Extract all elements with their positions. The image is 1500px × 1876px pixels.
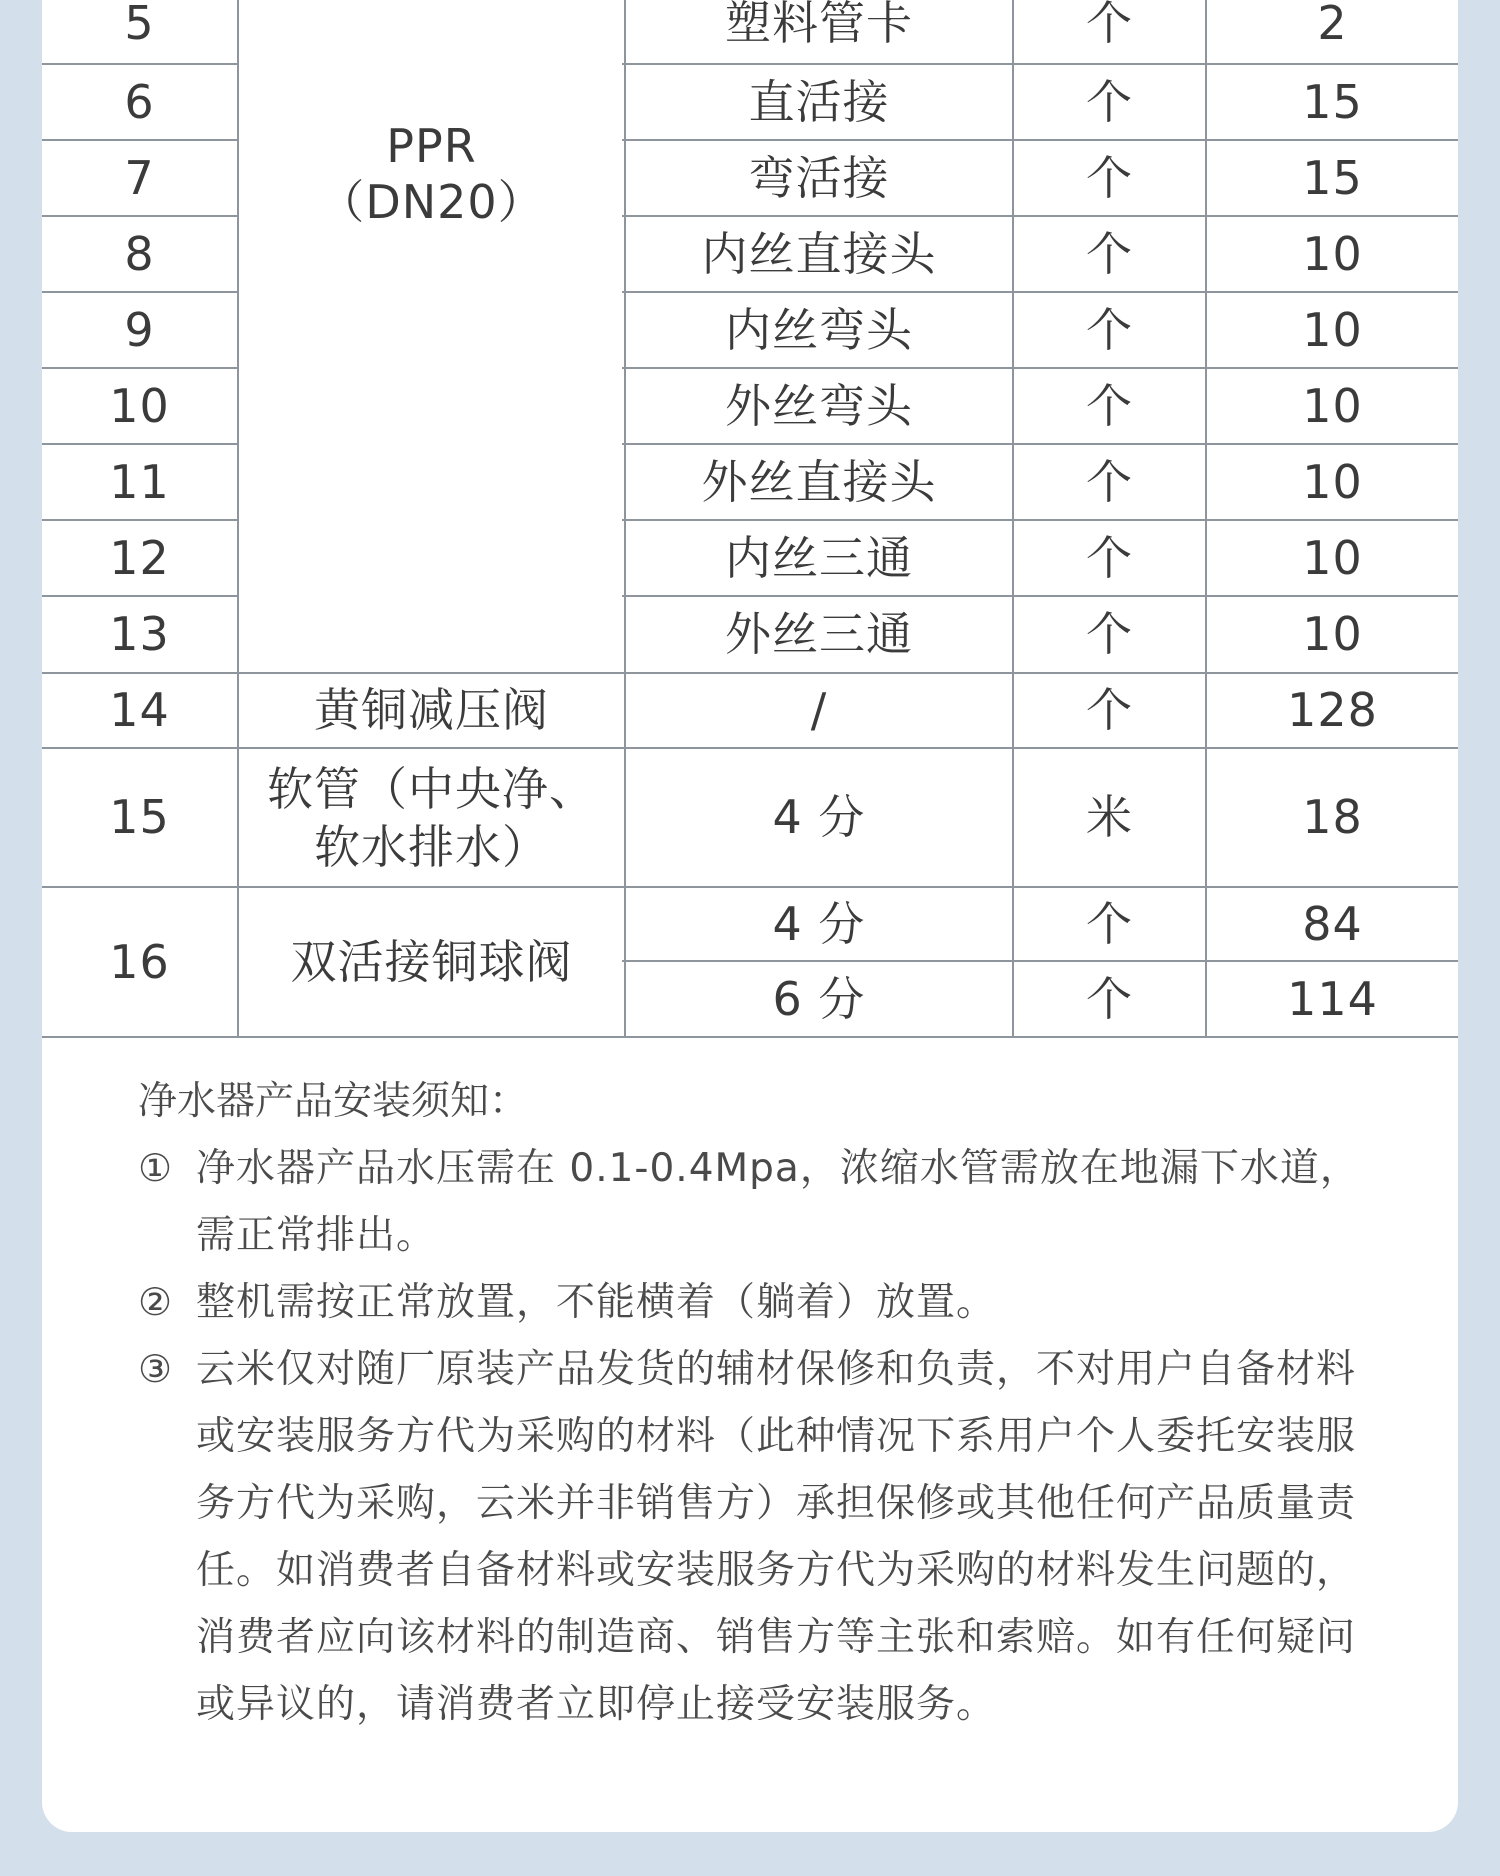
qty-cell: 2 (1317, 0, 1348, 50)
qty-cell: 18 (1302, 790, 1363, 845)
unit-cell: 个 (1086, 607, 1133, 662)
spec-cell: 4 分 (772, 790, 866, 845)
unit-cell: 个 (1086, 683, 1133, 738)
row-number: 12 (109, 530, 170, 585)
installation-notes (138, 1068, 1368, 1738)
qty-cell: 15 (1302, 150, 1363, 205)
note-text: 整机需按正常放置，不能横着（躺着）放置。 (196, 1280, 997, 1325)
qty-cell: 10 (1302, 302, 1363, 357)
row-number: 10 (109, 378, 170, 433)
note-number: ③ (138, 1347, 173, 1391)
unit-cell: 个 (1086, 971, 1133, 1026)
item-name-cell: 双活接铜球阀 (290, 934, 573, 989)
ppr-size-label: （DN20） (318, 175, 545, 230)
note-item (138, 1336, 1368, 1738)
row-number: 15 (109, 790, 170, 845)
row-number: 6 (124, 74, 155, 129)
note-text: 净水器产品水压需在 0.1-0.4Mpa，浓缩水管需放在地漏下水道，需正常排出。 (196, 1146, 1360, 1258)
note-number: ① (138, 1146, 173, 1190)
qty-cell: 10 (1302, 378, 1363, 433)
spec-cell: 6 分 (772, 971, 866, 1026)
ppr-group-cell (239, 0, 624, 672)
qty-cell: 10 (1302, 607, 1363, 662)
spec-cell: 外丝直接头 (701, 454, 937, 509)
unit-cell: 个 (1086, 302, 1133, 357)
item-name-line: 软管（中央净、 (267, 761, 596, 816)
notes-title: 净水器产品安装须知： (138, 1079, 529, 1124)
unit-cell: 个 (1086, 530, 1133, 585)
row-number: 14 (109, 683, 170, 738)
unit-cell: 个 (1086, 74, 1133, 129)
row-divider (42, 1036, 1458, 1038)
materials-table (42, 0, 1458, 1038)
note-item (138, 1269, 1368, 1336)
unit-cell: 个 (1086, 0, 1133, 50)
spec-cell: 外丝三通 (725, 607, 913, 662)
spec-cell: 内丝三通 (725, 530, 913, 585)
spec-cell: / (810, 683, 828, 738)
qty-cell: 10 (1302, 454, 1363, 509)
note-number: ② (138, 1280, 173, 1324)
qty-cell: 84 (1302, 896, 1363, 951)
item-name-cell (239, 749, 624, 886)
item-name-line: 软水排水） (314, 819, 549, 874)
spec-cell: 外丝弯头 (725, 378, 913, 433)
spec-cell: 内丝弯头 (725, 302, 913, 357)
qty-cell: 114 (1287, 971, 1378, 1026)
unit-cell: 个 (1086, 226, 1133, 281)
spec-cell: 塑料管卡 (725, 0, 913, 50)
row-number: 5 (124, 0, 155, 50)
qty-cell: 128 (1287, 683, 1378, 738)
ppr-label: PPR (386, 119, 477, 173)
unit-cell: 个 (1086, 454, 1133, 509)
qty-cell: 10 (1302, 530, 1363, 585)
note-item (138, 1135, 1368, 1269)
spec-cell: 内丝直接头 (701, 226, 937, 281)
unit-cell: 个 (1086, 150, 1133, 205)
row-number: 8 (124, 226, 155, 281)
qty-cell: 15 (1302, 74, 1363, 129)
row-number: 13 (109, 607, 170, 662)
row-number: 11 (109, 454, 170, 509)
spec-cell: 4 分 (772, 896, 866, 951)
spec-cell: 弯活接 (748, 150, 890, 205)
item-name-cell: 黄铜减压阀 (314, 683, 549, 738)
unit-cell: 个 (1086, 896, 1133, 951)
qty-cell: 10 (1302, 226, 1363, 281)
row-number: 7 (124, 150, 155, 205)
unit-cell: 个 (1086, 378, 1133, 433)
row-number: 9 (124, 302, 155, 357)
unit-cell: 米 (1086, 790, 1133, 845)
spec-cell: 直活接 (748, 74, 890, 129)
note-text: 云米仅对随厂原装产品发货的辅材保修和负责，不对用户自备材料或安装服务方代为采购的材料（此种情况下系用户个人委托安装服务方代为采购，云米并非销售方）承担保修或其他任何产品质量责任。如消费者自备材料或安装服务方代为采购的材料发生问题的，消费者应向该材料的制造商、销售方等主张和索赔。如有任何疑问或异议的，请消费者立即停止接受安装服务。 (196, 1347, 1357, 1727)
row-number: 16 (109, 934, 170, 989)
